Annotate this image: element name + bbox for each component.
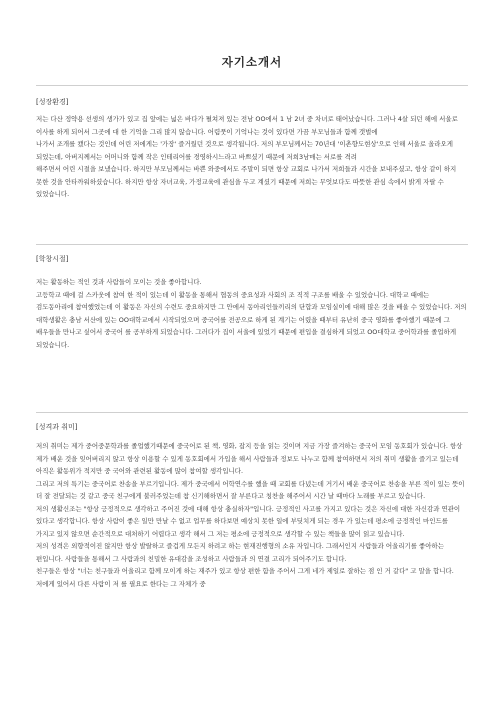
paragraph: 저는 다산 정약용 선생의 생가가 있고 집 앞에는 넓은 바다가 펼쳐져 있는 전남 OO에서 1 남 2녀 중 차녀로 태어났습니다. 그러나 4살 되던 해에 서울로 이사를 하게 되어서 그곳에 대 한 기억을 그리 많지 않습니다. 어렴풋이 기억나는 것이 있다면 가끔 부모님들과 함께 갯벌에 [36,115,458,136]
section-divider [36,85,468,86]
paragraph: 저의 성격은 외향적이진 않지만 항상 발랄하고 즐겁게 모든지 하려고 하는 현재진행형의 소유 자입니다. 그래서인지 사람들과 어울리기를 좋아하는 편입니다. 사람들을 통해서 그 사람과의 친밀한 유대감을 조성하고 사람들과 의 연결 고리가 되어주기도 합니다. [36,542,444,563]
paragraph: 저는 활동하는 적인 것과 사람들이 모이는 것을 좋아합니다. [36,278,202,286]
paragraph: 해주면서 어린 시절을 보냈습니다. 하지만 부모님께서는 바쁜 와중에서도 주말이 되면 항상 교회로 나가서 저희들과 시간을 보내주셨고, 항상 같이 하지 못한 것을 안타까워하셨습니다. 하지만 항상 자녀교육, 가정교육에 관심을 두고 계셨기 때문에 저희는 무엇보다도 따뜻한 관심 속에서 밝게 자랄 수 있었습니다. [36,165,457,198]
paragraph: 나가서 조개를 캤다는 것인데 어린 저에게는 '가장' 즐거웠던 것으로 생각됩니다. 저의 부모님께서는 70년대 '이촌향도현상'으로 인해 서울로 올라오게 되었는데, 아버지께서는 어머니와 함께 작은 인테리어를 경영하시느라고 바쁘셨기 때문에 저희3남매는 서로를 격려 [36,140,453,161]
section-divider [36,412,468,413]
section-body-school [36,276,468,351]
section-heading-school: [학창시절] [36,255,69,263]
section-heading-personality: [성격과 취미] [36,423,78,431]
paragraph: 그리고 저의 특기는 중국어로 찬송을 부르기입니다. 제가 중국에서 어학연수를 했을 때 교회를 다녔는데 거기서 배운 중국어로 찬송을 부른 적이 있는 뜻이 더 잘 전달되는 것 같고 중국 친구에게 불러주었는데 참 신기해하면서 잘 부른다고 칭찬을 해주어서 시간 날 때마다 노래를 부르고 있습니다. [36,479,465,500]
section-heading-growth: [성장환경] [36,98,69,106]
paragraph: 고등학교 때에 걸 스카웃에 참여 한 적이 있는데 이 활동을 통해서 협동의 중요성과 사회의 조 직적 구조를 배울 수 있었습니다. 대학교 때에는 검도동아리에 참여했었는데 이 활동은 자신의 수련도 중요하지만 그 안에서 동아리인들끼리의 단합과 모임실이에 대해 많은 것을 배울 수 있었습니다. 저의 대학생활은 충남 서산에 있는 OO대학교에서 시작되었으며 중국어를 전공으로 하게 된 계기는 어렸을 때부터 유난히 중국 영화를 좋아했기 때문에 그 배우들을 만나고 싶어서 중국어 를 공부하게 되었습니다. 그러다가 집이 서울에 있었기 때문에 편입을 결심하게 되었고 OO대학교 중어학과를 졸업하게 되었습니다. [36,290,467,349]
section-body-personality [36,440,468,590]
document-title: 자기소개서 [221,55,283,69]
paragraph: 친구들은 항상 "너는 친구들과 어울리고 함께 모이게 하는 재주가 있고 항상 편한 함을 주어서 그게 네가 제일로 잘하는 점 인 거 같다" 고 말을 합니다. 저에게 있어서 다른 사람이 저 를 필요로 한다는 그 자체가 중 [36,567,454,588]
section-body-growth [36,113,468,201]
paragraph: 저의 생활신조는 "항상 긍정적으로 생각하고 주어진 것에 대해 항상 충실하자"입니다. 긍정적인 사고를 가지고 있다는 것은 자신에 대한 자신감과 연관이 있다고 생각합니다. 항상 사람이 좋은 일만 만날 수 없고 업무를 하다보면 예상치 못한 일에 부딪치게 되는 경우 가 있는데 평소에 긍정적인 마인드를 가지고 있지 않으면 순간적으로 대처하기 어렵다고 생각 해서 그 저는 평소에 긍정적으로 생각할 수 있는 책들을 많이 읽고 있습니다. [36,504,461,538]
paragraph: 저의 취미는 제가 중어중문학과를 졸업했기때문에 중국어로 된 책, 영화, 잡지 등을 읽는 것이며 지금 가장 즐겨하는 중국어 모임 동호회가 있습니다. 항상 제가 배운 것을 잊어버리지 않고 항상 이용할 수 있게 동호회에서 가입을 해서 사람들과 정보도 나누고 함께 참여하면서 저의 취미 생활을 즐기고 있는데 아직은 활동위가 적지만 중 국어와 관련된 활동에 많이 참여할 생각입니다. [36,442,463,475]
section-divider [36,244,468,245]
